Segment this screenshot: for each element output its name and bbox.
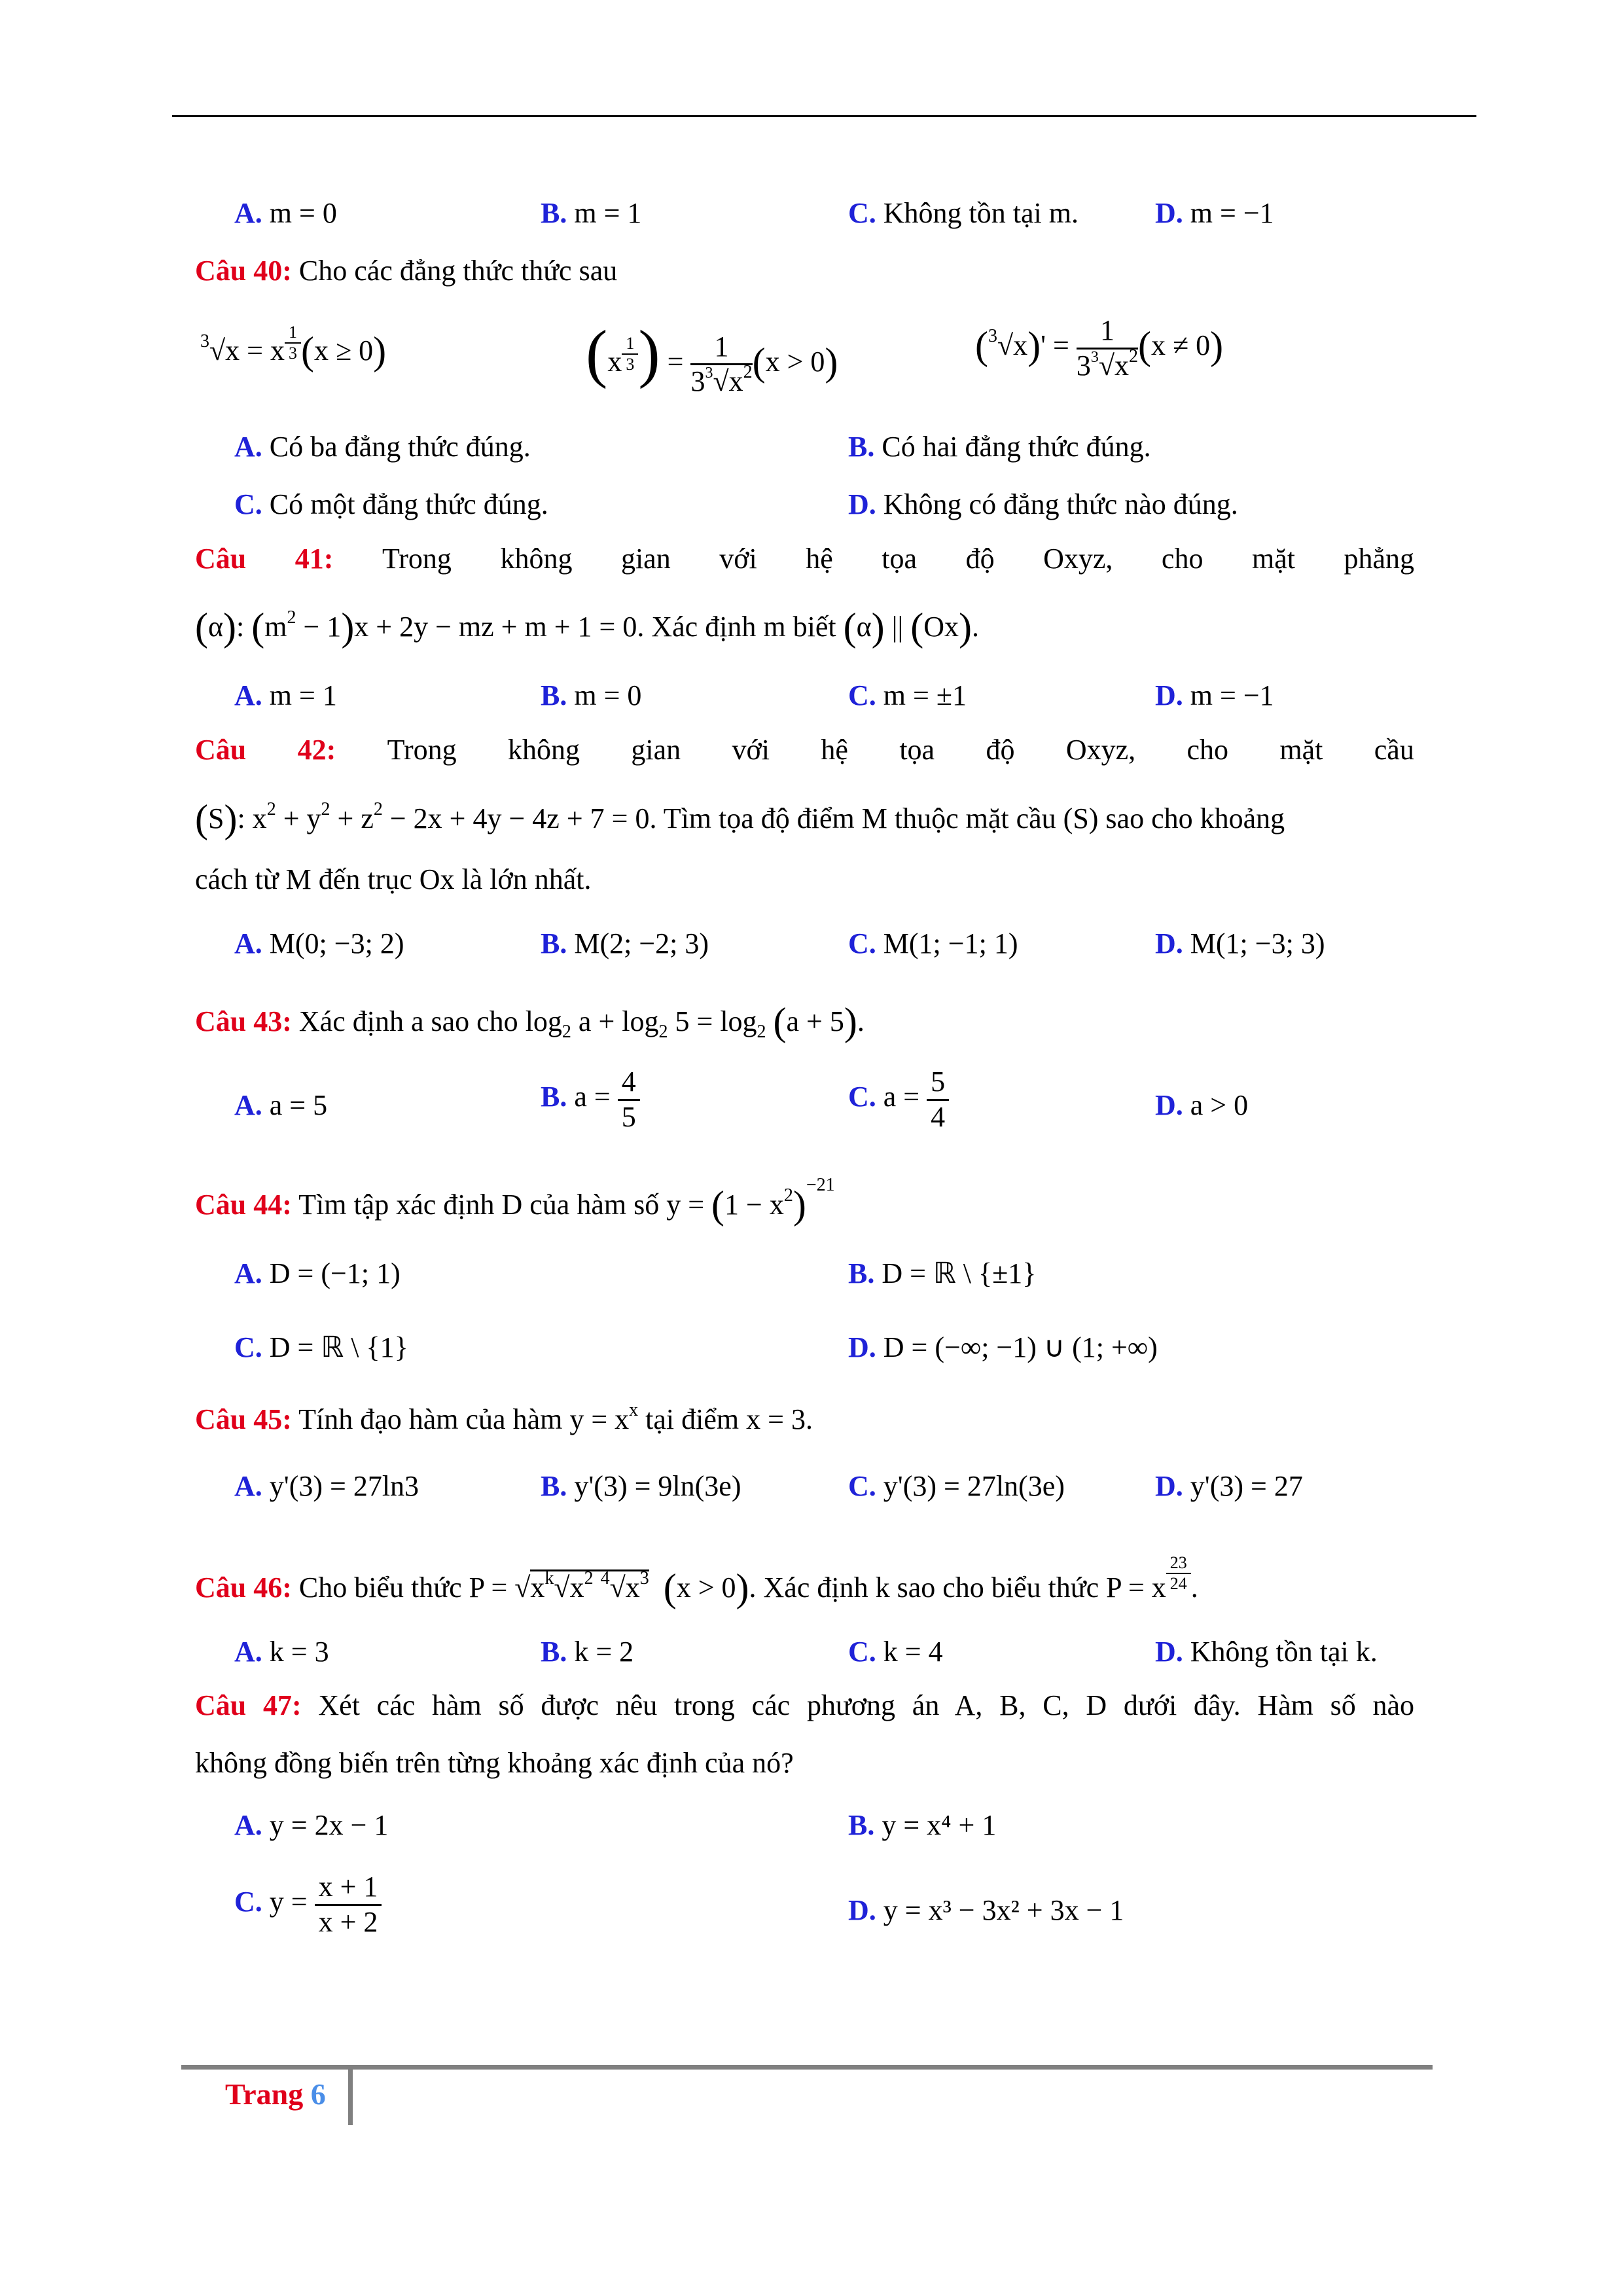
- q46-option-d: D. Không tồn tại k.: [1155, 1636, 1378, 1668]
- q44-option-c: C. D = ℝ \ {1}: [234, 1331, 408, 1363]
- q40-option-b: B. Có hai đẳng thức đúng.: [848, 431, 1151, 463]
- q41-option-d: D. m = −1: [1155, 679, 1274, 711]
- q39-option-d: D. m = −1: [1155, 197, 1274, 229]
- q47-stem-line2: không đồng biến trên từng khoảng xác định của nó?: [195, 1747, 794, 1779]
- q42-stem-line2: (S): $x^2 + y^2 + z^2 - 2x + 4y - 4z + 7 = 0$. Tìm tọa độ điểm M thuộc mặt cầu (S) sao cho khoảng: [195, 797, 1285, 840]
- q40-identity-3: ($^3$√x)' = $\frac{1}{3^3√x^2}$ (x ≠ 0): [975, 314, 1224, 382]
- q40-option-d: D. Không có đẳng thức nào đúng.: [848, 488, 1238, 520]
- q40-stem: Câu 40: Cho các đẳng thức thức sau: [195, 255, 618, 287]
- q45-option-b: B. y'(3) = 9ln(3e): [541, 1470, 741, 1502]
- q45-option-d: D. y'(3) = 27: [1155, 1470, 1303, 1502]
- q40-identity-1: $^3$√x = x $^{\frac{1}{3}}$ (x ≥ 0): [200, 322, 387, 372]
- q47-option-b: B. y = x⁴ + 1: [848, 1809, 997, 1841]
- q47-option-a: A. y = 2x − 1: [234, 1809, 389, 1841]
- q39-option-a: A. m = 0: [234, 197, 337, 229]
- footer-rule: [181, 2065, 1433, 2070]
- q42-option-a: A. M(0; −3; 2): [234, 927, 404, 960]
- q41-option-b: B. m = 0: [541, 679, 642, 711]
- q40-option-a: A. Có ba đẳng thức đúng.: [234, 431, 531, 463]
- q44-option-a: A. D = (−1; 1): [234, 1257, 401, 1289]
- footer-divider: [348, 2070, 353, 2125]
- q45-stem: Câu 45: Tính đạo hàm của hàm $y = x^x$ tại điểm x = 3.: [195, 1400, 813, 1435]
- q46-stem: Câu 46: Cho biểu thức $P = √x^k√x^2$ $^4√x^3$ (x > 0). Xác định k sao cho biểu thức P = x $^{\frac{23}{24}}$ .: [195, 1552, 1198, 1609]
- q47-option-d: D. y = x³ − 3x² + 3x − 1: [848, 1894, 1124, 1926]
- q46-option-a: A. k = 3: [234, 1636, 329, 1668]
- page-number: Trang 6: [225, 2077, 326, 2111]
- q42-stem-line1: Câu 42: Trong không gian với hệ tọa độ Oxyz, cho mặt cầu: [195, 734, 1414, 766]
- q47-option-c: C. y = $\frac{x + 1}{x + 2}$: [234, 1871, 382, 1939]
- q41-option-c: C. m = ±1: [848, 679, 967, 711]
- q42-option-b: B. M(2; −2; 3): [541, 927, 709, 960]
- q45-option-a: A. y'(3) = 27ln3: [234, 1470, 419, 1502]
- q43-option-a: A. a = 5: [234, 1089, 328, 1121]
- q41-option-a: A. m = 1: [234, 679, 337, 711]
- header-rule: [172, 115, 1476, 117]
- q43-option-b: B. a = $\frac{4}{5}$: [541, 1066, 640, 1134]
- q42-stem-line3: cách từ M đến trục Ox là lớn nhất.: [195, 863, 592, 895]
- q47-stem-line1: Câu 47: Xét các hàm số được nêu trong các phương án A, B, C, D dưới đây. Hàm số nào: [195, 1689, 1414, 1721]
- q44-option-b: B. D = ℝ \ {±1}: [848, 1257, 1037, 1289]
- q41-stem-line1: Câu 41: Trong không gian với hệ tọa độ Oxyz, cho mặt phẳng: [195, 543, 1414, 575]
- q39-option-b: B. m = 1: [541, 197, 642, 229]
- q40-option-c: C. Có một đẳng thức đúng.: [234, 488, 548, 520]
- q43-option-c: C. a = $\frac{5}{4}$: [848, 1066, 949, 1134]
- q44-stem: Câu 44: Tìm tập xác định D của hàm số $y = (1 - x^2)^{-21}$: [195, 1175, 835, 1227]
- q46-option-c: C. k = 4: [848, 1636, 943, 1668]
- q42-option-c: C. M(1; −1; 1): [848, 927, 1018, 960]
- q46-option-b: B. k = 2: [541, 1636, 634, 1668]
- q45-option-c: C. y'(3) = 27ln(3e): [848, 1470, 1065, 1502]
- q39-option-c: C. Không tồn tại m.: [848, 197, 1079, 229]
- q40-identity-2: (x $^{\frac{1}{3}}$ ) = $\frac{1}{3^3√x^2}$ (x > 0): [586, 317, 838, 398]
- q43-option-d: D. a > 0: [1155, 1089, 1249, 1121]
- q42-option-d: D. M(1; −3; 3): [1155, 927, 1325, 960]
- q41-stem-line2: (α): $(m^2 - 1)x + 2y$ − mz + m + 1 = 0. Xác định m biết (α) || (Ox).: [195, 605, 980, 649]
- q43-stem: Câu 43: Xác định a sao cho $\log_2 a + \log_2 5 = \log_2 (a + 5)$.: [195, 1000, 865, 1043]
- q44-option-d: D. D = (−∞; −1) ∪ (1; +∞): [848, 1331, 1158, 1363]
